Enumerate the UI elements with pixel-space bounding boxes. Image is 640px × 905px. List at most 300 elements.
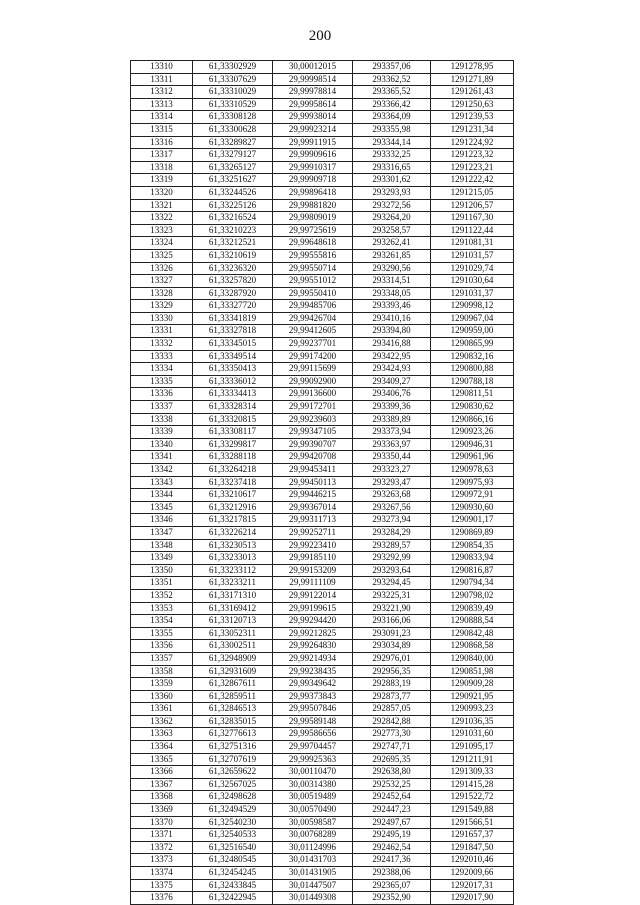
y-coordinate-cell: 1290800,88 — [431, 363, 514, 376]
table-row — [131, 892, 514, 905]
y-coordinate-cell: 1292017,31 — [431, 879, 514, 892]
longitude-cell: 29,99550714 — [273, 262, 353, 275]
point-number-cell: 13344 — [131, 489, 193, 502]
point-number-cell: 13372 — [131, 841, 193, 854]
longitude-cell: 29,99153209 — [273, 564, 353, 577]
table-row — [131, 489, 514, 502]
table-row — [131, 375, 514, 388]
table-row — [131, 728, 514, 741]
y-coordinate-cell: 1290866,16 — [431, 413, 514, 426]
table-row — [131, 451, 514, 464]
longitude-cell: 29,99450113 — [273, 476, 353, 489]
point-number-cell: 13349 — [131, 552, 193, 565]
point-number-cell: 13376 — [131, 892, 193, 905]
table-row — [131, 476, 514, 489]
point-number-cell: 13375 — [131, 879, 193, 892]
longitude-cell: 29,99958614 — [273, 98, 353, 111]
table-row — [131, 249, 514, 262]
table-row — [131, 174, 514, 187]
y-coordinate-cell: 1291167,30 — [431, 212, 514, 225]
x-coordinate-cell: 293416,88 — [353, 338, 431, 351]
y-coordinate-cell: 1291206,57 — [431, 199, 514, 212]
y-coordinate-cell: 1290851,98 — [431, 665, 514, 678]
longitude-cell: 29,99909616 — [273, 149, 353, 162]
point-number-cell: 13346 — [131, 514, 193, 527]
y-coordinate-cell: 1291081,31 — [431, 237, 514, 250]
point-number-cell: 13373 — [131, 854, 193, 867]
x-coordinate-cell: 293373,94 — [353, 426, 431, 439]
table-row — [131, 753, 514, 766]
point-number-cell: 13365 — [131, 753, 193, 766]
table-row — [131, 816, 514, 829]
longitude-cell: 29,99252711 — [273, 526, 353, 539]
table-row — [131, 678, 514, 691]
latitude-cell: 61,32516540 — [193, 841, 273, 854]
longitude-cell: 30,00570490 — [273, 804, 353, 817]
point-number-cell: 13315 — [131, 123, 193, 136]
longitude-cell: 29,99367014 — [273, 501, 353, 514]
table-row — [131, 564, 514, 577]
latitude-cell: 61,32480545 — [193, 854, 273, 867]
table-row — [131, 589, 514, 602]
x-coordinate-cell: 293316,65 — [353, 161, 431, 174]
latitude-cell: 61,33289827 — [193, 136, 273, 149]
longitude-cell: 29,99115699 — [273, 363, 353, 376]
point-number-cell: 13348 — [131, 539, 193, 552]
point-number-cell: 13320 — [131, 186, 193, 199]
point-number-cell: 13330 — [131, 312, 193, 325]
x-coordinate-cell: 293410,16 — [353, 312, 431, 325]
longitude-cell: 30,00768289 — [273, 829, 353, 842]
x-coordinate-cell: 292388,06 — [353, 867, 431, 880]
longitude-cell: 29,99925363 — [273, 753, 353, 766]
y-coordinate-cell: 1291095,17 — [431, 741, 514, 754]
longitude-cell: 29,99311713 — [273, 514, 353, 527]
latitude-cell: 61,33279127 — [193, 149, 273, 162]
point-number-cell: 13311 — [131, 73, 193, 86]
point-number-cell: 13351 — [131, 577, 193, 590]
latitude-cell: 61,33233211 — [193, 577, 273, 590]
longitude-cell: 29,99199615 — [273, 602, 353, 615]
coordinates-table — [130, 60, 514, 905]
table-row — [131, 501, 514, 514]
point-number-cell: 13343 — [131, 476, 193, 489]
point-number-cell: 13321 — [131, 199, 193, 212]
point-number-cell: 13340 — [131, 438, 193, 451]
point-number-cell: 13353 — [131, 602, 193, 615]
longitude-cell: 30,00012015 — [273, 61, 353, 74]
y-coordinate-cell: 1290830,62 — [431, 401, 514, 414]
x-coordinate-cell: 293272,56 — [353, 199, 431, 212]
latitude-cell: 61,33226214 — [193, 526, 273, 539]
table-row — [131, 123, 514, 136]
latitude-cell: 61,33233112 — [193, 564, 273, 577]
longitude-cell: 29,99426704 — [273, 312, 353, 325]
longitude-cell: 30,01449308 — [273, 892, 353, 905]
point-number-cell: 13327 — [131, 275, 193, 288]
point-number-cell: 13335 — [131, 375, 193, 388]
y-coordinate-cell: 1290998,12 — [431, 300, 514, 313]
point-number-cell: 13341 — [131, 451, 193, 464]
point-number-cell: 13357 — [131, 652, 193, 665]
table-row — [131, 363, 514, 376]
latitude-cell: 61,33288118 — [193, 451, 273, 464]
longitude-cell: 29,99223410 — [273, 539, 353, 552]
table-row — [131, 577, 514, 590]
point-number-cell: 13322 — [131, 212, 193, 225]
point-number-cell: 13333 — [131, 350, 193, 363]
latitude-cell: 61,33244526 — [193, 186, 273, 199]
point-number-cell: 13352 — [131, 589, 193, 602]
table-row — [131, 426, 514, 439]
x-coordinate-cell: 293289,57 — [353, 539, 431, 552]
point-number-cell: 13337 — [131, 401, 193, 414]
point-number-cell: 13310 — [131, 61, 193, 74]
y-coordinate-cell: 1291566,51 — [431, 816, 514, 829]
point-number-cell: 13313 — [131, 98, 193, 111]
latitude-cell: 61,32867611 — [193, 678, 273, 691]
table-row — [131, 262, 514, 275]
y-coordinate-cell: 1290923,26 — [431, 426, 514, 439]
x-coordinate-cell: 293355,98 — [353, 123, 431, 136]
y-coordinate-cell: 1291031,57 — [431, 249, 514, 262]
x-coordinate-cell: 293292,99 — [353, 552, 431, 565]
y-coordinate-cell: 1290868,58 — [431, 640, 514, 653]
x-coordinate-cell: 293293,93 — [353, 186, 431, 199]
latitude-cell: 61,33336012 — [193, 375, 273, 388]
point-number-cell: 13371 — [131, 829, 193, 842]
x-coordinate-cell: 293290,56 — [353, 262, 431, 275]
latitude-cell: 61,32540230 — [193, 816, 273, 829]
x-coordinate-cell: 292747,71 — [353, 741, 431, 754]
longitude-cell: 29,99896418 — [273, 186, 353, 199]
x-coordinate-cell: 292695,35 — [353, 753, 431, 766]
table-row — [131, 841, 514, 854]
point-number-cell: 13339 — [131, 426, 193, 439]
y-coordinate-cell: 1290921,95 — [431, 690, 514, 703]
longitude-cell: 29,99237701 — [273, 338, 353, 351]
x-coordinate-cell: 293258,57 — [353, 224, 431, 237]
x-coordinate-cell: 293365,52 — [353, 86, 431, 99]
y-coordinate-cell: 1291415,28 — [431, 778, 514, 791]
latitude-cell: 61,33230513 — [193, 539, 273, 552]
x-coordinate-cell: 293366,42 — [353, 98, 431, 111]
point-number-cell: 13364 — [131, 741, 193, 754]
table-row — [131, 552, 514, 565]
y-coordinate-cell: 1290840,00 — [431, 652, 514, 665]
point-number-cell: 13314 — [131, 111, 193, 124]
table-row — [131, 73, 514, 86]
longitude-cell: 29,99185110 — [273, 552, 353, 565]
longitude-cell: 29,99446215 — [273, 489, 353, 502]
x-coordinate-cell: 293301,62 — [353, 174, 431, 187]
x-coordinate-cell: 292857,05 — [353, 703, 431, 716]
longitude-cell: 29,99809019 — [273, 212, 353, 225]
longitude-cell: 29,99111109 — [273, 577, 353, 590]
y-coordinate-cell: 1292010,46 — [431, 854, 514, 867]
y-coordinate-cell: 1290839,49 — [431, 602, 514, 615]
point-number-cell: 13325 — [131, 249, 193, 262]
longitude-cell: 29,99909718 — [273, 174, 353, 187]
y-coordinate-cell: 1291031,60 — [431, 728, 514, 741]
x-coordinate-cell: 293091,23 — [353, 627, 431, 640]
coordinates-table-body — [131, 61, 514, 905]
point-number-cell: 13369 — [131, 804, 193, 817]
x-coordinate-cell: 293273,94 — [353, 514, 431, 527]
table-row — [131, 652, 514, 665]
point-number-cell: 13332 — [131, 338, 193, 351]
longitude-cell: 29,99412605 — [273, 325, 353, 338]
x-coordinate-cell: 292462,54 — [353, 841, 431, 854]
longitude-cell: 29,99648618 — [273, 237, 353, 250]
table-row — [131, 804, 514, 817]
latitude-cell: 61,32454245 — [193, 867, 273, 880]
latitude-cell: 61,32931609 — [193, 665, 273, 678]
table-row — [131, 338, 514, 351]
y-coordinate-cell: 1290833,94 — [431, 552, 514, 565]
longitude-cell: 30,01124996 — [273, 841, 353, 854]
longitude-cell: 29,99214934 — [273, 652, 353, 665]
x-coordinate-cell: 293323,27 — [353, 464, 431, 477]
latitude-cell: 61,33350413 — [193, 363, 273, 376]
latitude-cell: 61,33251627 — [193, 174, 273, 187]
point-number-cell: 13370 — [131, 816, 193, 829]
longitude-cell: 29,99264830 — [273, 640, 353, 653]
table-row — [131, 401, 514, 414]
latitude-cell: 61,33169412 — [193, 602, 273, 615]
latitude-cell: 61,33310029 — [193, 86, 273, 99]
point-number-cell: 13336 — [131, 388, 193, 401]
table-row — [131, 514, 514, 527]
longitude-cell: 29,99453411 — [273, 464, 353, 477]
x-coordinate-cell: 292638,80 — [353, 766, 431, 779]
latitude-cell: 61,33320815 — [193, 413, 273, 426]
latitude-cell: 61,33307629 — [193, 73, 273, 86]
table-row — [131, 627, 514, 640]
table-row — [131, 325, 514, 338]
table-row — [131, 741, 514, 754]
table-row — [131, 413, 514, 426]
latitude-cell: 61,32433845 — [193, 879, 273, 892]
y-coordinate-cell: 1290811,51 — [431, 388, 514, 401]
latitude-cell: 61,33341819 — [193, 312, 273, 325]
x-coordinate-cell: 293362,52 — [353, 73, 431, 86]
latitude-cell: 61,33287920 — [193, 287, 273, 300]
table-row — [131, 212, 514, 225]
latitude-cell: 61,33299817 — [193, 438, 273, 451]
y-coordinate-cell: 1290993,23 — [431, 703, 514, 716]
longitude-cell: 30,00598587 — [273, 816, 353, 829]
x-coordinate-cell: 293389,89 — [353, 413, 431, 426]
point-number-cell: 13312 — [131, 86, 193, 99]
x-coordinate-cell: 293424,93 — [353, 363, 431, 376]
table-row — [131, 312, 514, 325]
latitude-cell: 61,33308128 — [193, 111, 273, 124]
x-coordinate-cell: 293294,45 — [353, 577, 431, 590]
table-row — [131, 275, 514, 288]
latitude-cell: 61,32567025 — [193, 778, 273, 791]
longitude-cell: 29,99390707 — [273, 438, 353, 451]
table-row — [131, 854, 514, 867]
table-row — [131, 388, 514, 401]
x-coordinate-cell: 292452,64 — [353, 791, 431, 804]
y-coordinate-cell: 1290909,28 — [431, 678, 514, 691]
table-row — [131, 703, 514, 716]
longitude-cell: 29,99136600 — [273, 388, 353, 401]
y-coordinate-cell: 1290967,04 — [431, 312, 514, 325]
longitude-cell: 29,99294420 — [273, 615, 353, 628]
point-number-cell: 13342 — [131, 464, 193, 477]
point-number-cell: 13359 — [131, 678, 193, 691]
longitude-cell: 30,00519489 — [273, 791, 353, 804]
table-row — [131, 287, 514, 300]
y-coordinate-cell: 1291239,53 — [431, 111, 514, 124]
x-coordinate-cell: 293399,36 — [353, 401, 431, 414]
longitude-cell: 30,00314380 — [273, 778, 353, 791]
longitude-cell: 29,99551012 — [273, 275, 353, 288]
point-number-cell: 13329 — [131, 300, 193, 313]
table-row — [131, 186, 514, 199]
latitude-cell: 61,32776613 — [193, 728, 273, 741]
x-coordinate-cell: 293348,05 — [353, 287, 431, 300]
longitude-cell: 29,99212825 — [273, 627, 353, 640]
longitude-cell: 29,99704457 — [273, 741, 353, 754]
table-row — [131, 350, 514, 363]
y-coordinate-cell: 1290869,89 — [431, 526, 514, 539]
point-number-cell: 13328 — [131, 287, 193, 300]
longitude-cell: 29,99420708 — [273, 451, 353, 464]
table-row — [131, 829, 514, 842]
x-coordinate-cell: 293393,46 — [353, 300, 431, 313]
y-coordinate-cell: 1291522,72 — [431, 791, 514, 804]
table-row — [131, 640, 514, 653]
point-number-cell: 13374 — [131, 867, 193, 880]
y-coordinate-cell: 1291231,34 — [431, 123, 514, 136]
y-coordinate-cell: 1291657,37 — [431, 829, 514, 842]
latitude-cell: 61,33237418 — [193, 476, 273, 489]
point-number-cell: 13334 — [131, 363, 193, 376]
latitude-cell: 61,33002511 — [193, 640, 273, 653]
longitude-cell: 29,99373843 — [273, 690, 353, 703]
longitude-cell: 29,99122014 — [273, 589, 353, 602]
table-row — [131, 602, 514, 615]
latitude-cell: 61,33212521 — [193, 237, 273, 250]
y-coordinate-cell: 1290961,96 — [431, 451, 514, 464]
x-coordinate-cell: 293293,64 — [353, 564, 431, 577]
longitude-cell: 30,01431703 — [273, 854, 353, 867]
latitude-cell: 61,32422945 — [193, 892, 273, 905]
y-coordinate-cell: 1290972,91 — [431, 489, 514, 502]
y-coordinate-cell: 1291036,35 — [431, 715, 514, 728]
point-number-cell: 13363 — [131, 728, 193, 741]
table-row — [131, 149, 514, 162]
y-coordinate-cell: 1291309,33 — [431, 766, 514, 779]
x-coordinate-cell: 293350,44 — [353, 451, 431, 464]
table-row — [131, 86, 514, 99]
y-coordinate-cell: 1290854,35 — [431, 539, 514, 552]
y-coordinate-cell: 1291250,63 — [431, 98, 514, 111]
x-coordinate-cell: 293344,14 — [353, 136, 431, 149]
latitude-cell: 61,33171310 — [193, 589, 273, 602]
longitude-cell: 29,99938014 — [273, 111, 353, 124]
latitude-cell: 61,32540533 — [193, 829, 273, 842]
x-coordinate-cell: 292495,19 — [353, 829, 431, 842]
latitude-cell: 61,33212916 — [193, 501, 273, 514]
latitude-cell: 61,32846513 — [193, 703, 273, 716]
x-coordinate-cell: 293406,76 — [353, 388, 431, 401]
x-coordinate-cell: 292883,19 — [353, 678, 431, 691]
longitude-cell: 30,00110470 — [273, 766, 353, 779]
y-coordinate-cell: 1290946,31 — [431, 438, 514, 451]
table-row — [131, 690, 514, 703]
table-row — [131, 98, 514, 111]
y-coordinate-cell: 1292009,66 — [431, 867, 514, 880]
y-coordinate-cell: 1290798,02 — [431, 589, 514, 602]
latitude-cell: 61,33327720 — [193, 300, 273, 313]
latitude-cell: 61,32751316 — [193, 741, 273, 754]
latitude-cell: 61,33236320 — [193, 262, 273, 275]
point-number-cell: 13361 — [131, 703, 193, 716]
x-coordinate-cell: 293263,68 — [353, 489, 431, 502]
y-coordinate-cell: 1290865,99 — [431, 338, 514, 351]
latitude-cell: 61,33210223 — [193, 224, 273, 237]
y-coordinate-cell: 1290978,63 — [431, 464, 514, 477]
longitude-cell: 29,99998514 — [273, 73, 353, 86]
x-coordinate-cell: 293314,51 — [353, 275, 431, 288]
x-coordinate-cell: 293422,95 — [353, 350, 431, 363]
latitude-cell: 61,33217815 — [193, 514, 273, 527]
longitude-cell: 29,99555816 — [273, 249, 353, 262]
x-coordinate-cell: 293394,80 — [353, 325, 431, 338]
point-number-cell: 13347 — [131, 526, 193, 539]
x-coordinate-cell: 293221,90 — [353, 602, 431, 615]
point-number-cell: 13368 — [131, 791, 193, 804]
latitude-cell: 61,32707619 — [193, 753, 273, 766]
table-row — [131, 715, 514, 728]
point-number-cell: 13350 — [131, 564, 193, 577]
y-coordinate-cell: 1290832,16 — [431, 350, 514, 363]
x-coordinate-cell: 293166,06 — [353, 615, 431, 628]
latitude-cell: 61,33308117 — [193, 426, 273, 439]
longitude-cell: 29,99589148 — [273, 715, 353, 728]
table-row — [131, 161, 514, 174]
table-row — [131, 438, 514, 451]
y-coordinate-cell: 1291211,91 — [431, 753, 514, 766]
longitude-cell: 29,99911915 — [273, 136, 353, 149]
point-number-cell: 13356 — [131, 640, 193, 653]
point-number-cell: 13323 — [131, 224, 193, 237]
longitude-cell: 29,99586656 — [273, 728, 353, 741]
table-row — [131, 526, 514, 539]
x-coordinate-cell: 293284,29 — [353, 526, 431, 539]
longitude-cell: 29,99923214 — [273, 123, 353, 136]
longitude-cell: 30,01431905 — [273, 867, 353, 880]
table-row — [131, 300, 514, 313]
latitude-cell: 61,33052311 — [193, 627, 273, 640]
y-coordinate-cell: 1290788,18 — [431, 375, 514, 388]
latitude-cell: 61,33345015 — [193, 338, 273, 351]
latitude-cell: 61,33210617 — [193, 489, 273, 502]
table-row — [131, 464, 514, 477]
longitude-cell: 30,01447507 — [273, 879, 353, 892]
latitude-cell: 61,33334413 — [193, 388, 273, 401]
y-coordinate-cell: 1291223,21 — [431, 161, 514, 174]
longitude-cell: 29,99347105 — [273, 426, 353, 439]
y-coordinate-cell: 1290816,87 — [431, 564, 514, 577]
y-coordinate-cell: 1290794,34 — [431, 577, 514, 590]
point-number-cell: 13319 — [131, 174, 193, 187]
point-number-cell: 13358 — [131, 665, 193, 678]
